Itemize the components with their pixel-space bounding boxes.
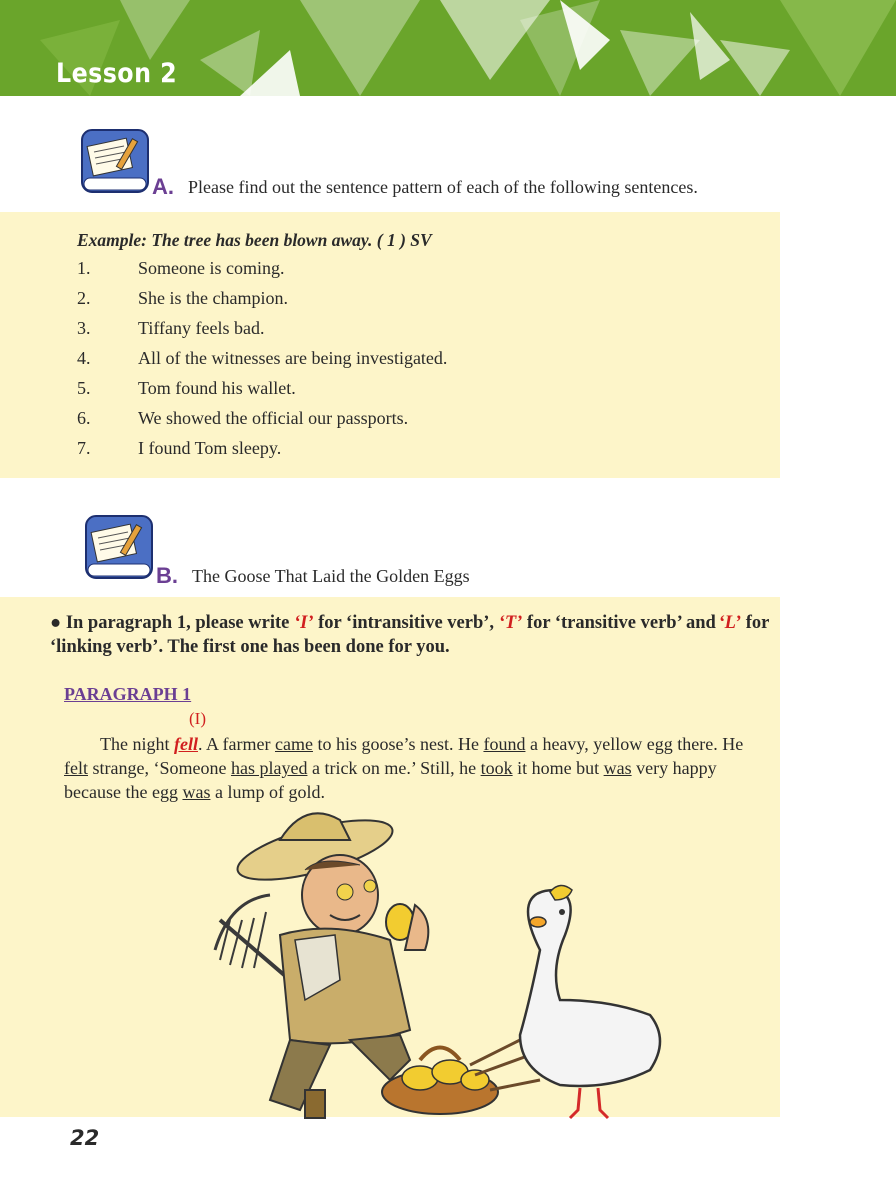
page-number: 22 <box>70 1126 100 1150</box>
list-item: 3. Tiffany feels bad. <box>77 318 265 338</box>
list-item: 7. I found Tom sleepy. <box>77 438 282 458</box>
lesson-header-banner <box>0 0 896 96</box>
section-a-instruction: Please find out the sentence pattern of each of the following sentences. <box>188 177 698 197</box>
lesson-title: Lesson 2 <box>56 58 178 89</box>
list-item: 5. Tom found his wallet. <box>77 378 296 398</box>
list-item: 4. All of the witnesses are being investigated. <box>77 348 448 368</box>
exercise-icon <box>80 128 150 194</box>
list-item: 2. She is the champion. <box>77 288 288 308</box>
answer-marker: (I) <box>189 709 206 728</box>
paragraph-body: The night fell. A farmer came to his goose’s nest. He found a heavy, yellow egg there. He felt strange, ‘Someone has played a trick on me.’ Still, he took it home but was very happy because the egg was a lump of gold. <box>64 734 744 802</box>
section-b-instruction: ● In paragraph 1, please write ‘I’ for ‘intransitive verb’, ‘T’ for ‘transitive verb’ and ‘L’ for ‘linking verb’. The first one has been done for you. <box>50 613 769 657</box>
list-item: 1. Someone is coming. <box>77 258 285 278</box>
exercise-icon <box>84 514 154 580</box>
sentence-list <box>77 258 447 468</box>
paragraph-title: PARAGRAPH 1 <box>64 684 192 704</box>
section-b-letter: B. <box>156 563 178 588</box>
section-b-title: The Goose That Laid the Golden Eggs <box>192 566 470 586</box>
farmer-goose-illustration <box>210 800 680 1125</box>
section-a-letter: A. <box>152 174 174 199</box>
list-item: 6. We showed the official our passports. <box>77 408 409 428</box>
example-sentence: Example: The tree has been blown away. ( 1 ) SV <box>77 230 432 250</box>
